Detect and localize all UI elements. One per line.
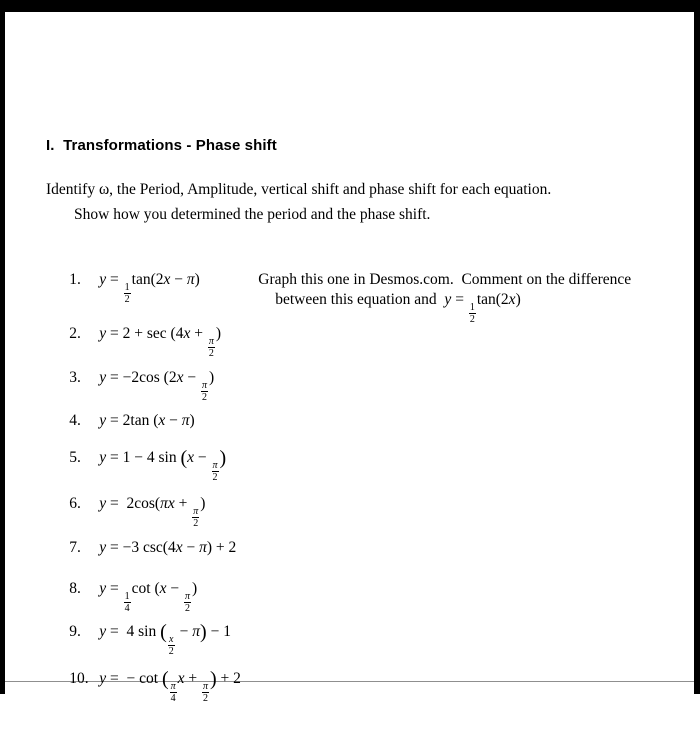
- equation: y = $\frac{1}{2}$ tan(2x): [444, 291, 521, 325]
- note-text: between this equation and: [275, 291, 445, 308]
- equation: y = 4 sin ( $\frac{x}{2}$ − π) − 1: [99, 621, 231, 657]
- problem-number: 7.: [69, 539, 81, 556]
- intro-line-1: Identify ω, the Period, Amplitude, vertical shift and phase shift for each equation.: [46, 181, 552, 198]
- equation: y = 2tan (x − π): [99, 412, 195, 429]
- page-title: I. Transformations - Phase shift: [46, 137, 277, 154]
- problem-number: 3.: [69, 369, 81, 386]
- equation: y = −2cos (2x − $\frac{\pi}{2}$ ): [99, 369, 215, 403]
- problem-number: 9.: [69, 623, 81, 640]
- problem-number: 5.: [69, 449, 81, 466]
- problem-number: 6.: [69, 495, 81, 512]
- equation: y = 2 + sec (4x + $\frac{\pi}{2}$ ): [99, 325, 222, 359]
- equation: y = − cot ( $\frac{\pi}{4}$ x + $\frac{\pi}{2}$ ) + 2: [99, 668, 241, 704]
- desmos-note-line1: Graph this one in Desmos.com. Comment on the difference: [258, 271, 632, 288]
- problem-number: 10.: [69, 670, 89, 687]
- equation: y = 2cos(πx + $\frac{\pi}{2}$ ): [99, 495, 206, 529]
- problem-number: 1.: [69, 271, 81, 288]
- problem-number: 2.: [69, 325, 81, 342]
- equation: y = $\frac{1}{2}$ tan(2x − π): [99, 271, 200, 305]
- intro-line-2: Show how you determined the period and the phase shift.: [74, 206, 431, 223]
- problem-number: 8.: [69, 580, 81, 597]
- equation: y = −3 csc(4x − π) + 2: [99, 539, 237, 556]
- worksheet-content: [46, 137, 664, 704]
- problem-number: 4.: [69, 412, 81, 429]
- equation: y = 1 − 4 sin (x − $\frac{\pi}{2}$ ): [99, 447, 227, 483]
- equation: y = $\frac{1}{4}$ cot (x − $\frac{\pi}{2}$ ): [99, 580, 198, 614]
